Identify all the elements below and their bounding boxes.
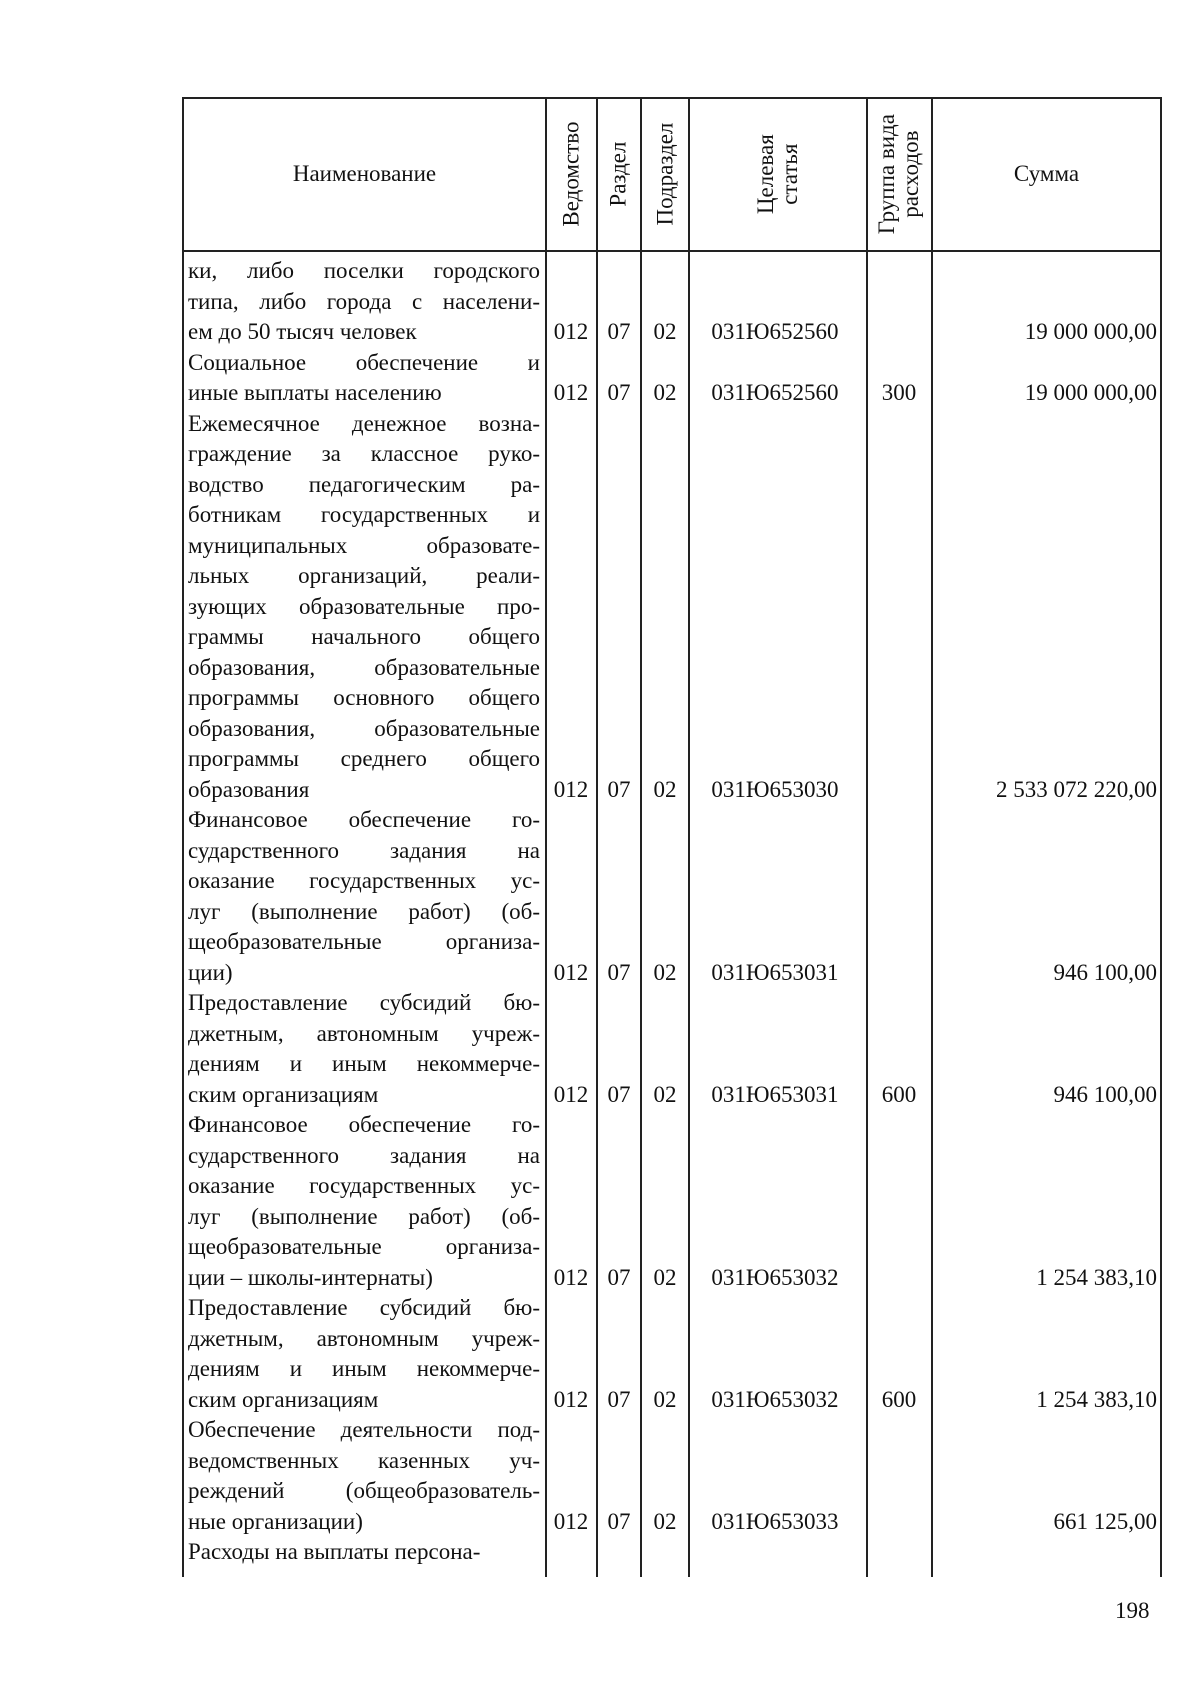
cell-name bbox=[188, 1537, 540, 1568]
cell-name-line: образования, образовательные bbox=[188, 715, 540, 741]
cell-name-line: оказание государственных ус- bbox=[188, 868, 540, 893]
cell-name-line: образования, образовательные bbox=[188, 654, 540, 680]
cell-name-line: ные организации) bbox=[188, 1508, 363, 1534]
cell-gruppa: 300 bbox=[881, 380, 917, 405]
cell-summa: 1 254 383,10 bbox=[1036, 1264, 1157, 1290]
cell-name-line: ки, либо поселки городского bbox=[188, 258, 540, 283]
cell-podrazdel: 02 bbox=[653, 1386, 677, 1412]
cell-name bbox=[188, 256, 540, 348]
cell-name-line: Предоставление субсидий бю- bbox=[188, 990, 540, 1015]
cell-celevaya: 031Ю653033 bbox=[711, 1508, 839, 1534]
cell-name-line: Финансовое обеспечение го- bbox=[188, 1112, 540, 1137]
cell-vedomstvo: 012 bbox=[553, 1264, 589, 1290]
cell-celevaya: 031Ю652560 bbox=[711, 380, 839, 405]
col-border-right bbox=[1160, 97, 1162, 1577]
cell-name-line: муниципальных образовате- bbox=[188, 532, 540, 558]
cell-name-line: Финансовое обеспечение го- bbox=[188, 807, 540, 832]
cell-name-line: граждение за классное руко- bbox=[188, 441, 540, 466]
cell-name-line: Ежемесячное денежное возна- bbox=[188, 410, 540, 436]
cell-summa: 19 000 000,00 bbox=[1024, 319, 1157, 344]
col-border-pod bbox=[640, 97, 642, 1577]
cell-name-line: граммы начального общего bbox=[188, 624, 540, 649]
header-podrazdel-label: Подраздел bbox=[651, 122, 677, 226]
col-border-left bbox=[182, 97, 184, 1577]
header-razdel bbox=[598, 99, 640, 249]
cell-summa: 2 533 072 220,00 bbox=[996, 776, 1157, 802]
cell-razdel: 07 bbox=[607, 1081, 631, 1107]
cell-name-line: дениям и иным некоммерче- bbox=[188, 1051, 540, 1076]
header-name-label: Наименование bbox=[292, 161, 437, 186]
cell-name-line: ем до 50 тысяч человек bbox=[188, 319, 417, 344]
cell-name-line: типа, либо города с населени- bbox=[188, 288, 540, 314]
header-celevaya-label bbox=[754, 134, 802, 214]
header-gruppa-line2: расходов bbox=[898, 130, 924, 218]
cell-razdel: 07 bbox=[607, 776, 631, 802]
cell-name bbox=[188, 1415, 540, 1537]
cell-name bbox=[188, 348, 540, 409]
header-summa bbox=[933, 99, 1160, 249]
cell-name bbox=[188, 409, 540, 806]
cell-name bbox=[188, 988, 540, 1110]
cell-celevaya: 031Ю653032 bbox=[711, 1264, 839, 1290]
cell-name-line: ции) bbox=[188, 959, 233, 985]
cell-celevaya: 031Ю653031 bbox=[711, 959, 839, 985]
cell-name-line: реждений (общеобразователь- bbox=[188, 1478, 540, 1503]
cell-summa: 946 100,00 bbox=[1053, 1081, 1157, 1107]
cell-vedomstvo: 012 bbox=[553, 959, 589, 985]
cell-name-line: оказание государственных ус- bbox=[188, 1173, 540, 1198]
cell-name-line: ским организациям bbox=[188, 1081, 379, 1107]
cell-name-line: ским организациям bbox=[188, 1386, 379, 1412]
header-podrazdel bbox=[642, 99, 688, 249]
cell-summa: 661 125,00 bbox=[1053, 1508, 1157, 1534]
cell-name-line: сударственного задания на bbox=[188, 837, 540, 863]
cell-name-line: иные выплаты населению bbox=[188, 380, 442, 405]
cell-name-line: водство педагогическим ра- bbox=[188, 471, 540, 497]
page-number: 198 bbox=[1115, 1598, 1150, 1623]
header-celevaya-line2: статья bbox=[776, 143, 802, 205]
header-name bbox=[184, 99, 545, 249]
header-gruppa bbox=[868, 99, 931, 249]
cell-name-line: щеобразовательные организа- bbox=[188, 1234, 540, 1259]
cell-name-line: ботникам государственных и bbox=[188, 502, 540, 527]
cell-razdel: 07 bbox=[607, 380, 631, 405]
cell-razdel: 07 bbox=[607, 1508, 631, 1534]
header-bottom-border bbox=[182, 250, 1162, 252]
cell-name-line: Расходы на выплаты персона- bbox=[188, 1539, 481, 1564]
cell-name-line: луг (выполнение работ) (об- bbox=[188, 898, 540, 924]
cell-name-line: зующих образовательные про- bbox=[188, 593, 540, 619]
cell-vedomstvo: 012 bbox=[553, 1508, 589, 1534]
cell-gruppa: 600 bbox=[881, 1081, 917, 1107]
header-gruppa-line1: Группа вида bbox=[874, 113, 900, 235]
cell-vedomstvo: 012 bbox=[553, 1081, 589, 1107]
cell-name-line: луг (выполнение работ) (об- bbox=[188, 1203, 540, 1229]
cell-razdel: 07 bbox=[607, 1264, 631, 1290]
cell-celevaya: 031Ю653031 bbox=[711, 1081, 839, 1107]
cell-name-line: Социальное обеспечение и bbox=[188, 349, 540, 375]
cell-name-line: сударственного задания на bbox=[188, 1142, 540, 1168]
cell-name bbox=[188, 805, 540, 988]
cell-name-line: Предоставление субсидий бю- bbox=[188, 1295, 540, 1320]
col-border-raz bbox=[596, 97, 598, 1577]
cell-celevaya: 031Ю653030 bbox=[711, 776, 839, 802]
col-border-grp bbox=[866, 97, 868, 1577]
cell-vedomstvo: 012 bbox=[553, 1386, 589, 1412]
cell-podrazdel: 02 bbox=[653, 380, 677, 405]
header-gruppa-label bbox=[875, 114, 923, 234]
cell-razdel: 07 bbox=[607, 959, 631, 985]
cell-vedomstvo: 012 bbox=[553, 319, 589, 344]
cell-name-line: льных организаций, реали- bbox=[188, 563, 540, 588]
col-border-ved bbox=[545, 97, 547, 1577]
cell-name-line: программы среднего общего bbox=[188, 746, 540, 771]
cell-razdel: 07 bbox=[607, 1386, 631, 1412]
cell-name-line: ведомственных казенных уч- bbox=[188, 1447, 540, 1473]
cell-name-line: джетным, автономным учреж- bbox=[188, 1325, 540, 1351]
cell-podrazdel: 02 bbox=[653, 319, 677, 344]
header-razdel-label: Раздел bbox=[605, 141, 631, 207]
cell-summa: 1 254 383,10 bbox=[1036, 1386, 1157, 1412]
cell-name-line: щеобразовательные организа- bbox=[188, 929, 540, 954]
cell-summa: 946 100,00 bbox=[1053, 959, 1157, 985]
cell-name-line: джетным, автономным учреж- bbox=[188, 1020, 540, 1046]
header-vedomstvo-label: Ведомство bbox=[558, 121, 584, 227]
cell-name bbox=[188, 1110, 540, 1293]
cell-name-line: Обеспечение деятельности под- bbox=[188, 1417, 540, 1442]
cell-podrazdel: 02 bbox=[653, 1081, 677, 1107]
header-vedomstvo bbox=[547, 99, 596, 249]
header-summa-label: Сумма bbox=[1013, 161, 1080, 186]
header-celevaya bbox=[690, 99, 866, 249]
cell-name-line: образования bbox=[188, 776, 310, 802]
cell-celevaya: 031Ю652560 bbox=[711, 319, 839, 344]
cell-name-line: дениям и иным некоммерче- bbox=[188, 1356, 540, 1381]
cell-summa: 19 000 000,00 bbox=[1024, 380, 1157, 405]
cell-podrazdel: 02 bbox=[653, 1508, 677, 1534]
header-celevaya-line1: Целевая bbox=[752, 134, 778, 214]
cell-name-line: программы основного общего bbox=[188, 685, 540, 710]
cell-razdel: 07 bbox=[607, 319, 631, 344]
cell-vedomstvo: 012 bbox=[553, 380, 589, 405]
cell-podrazdel: 02 bbox=[653, 1264, 677, 1290]
cell-name bbox=[188, 1293, 540, 1415]
col-border-sum bbox=[931, 97, 933, 1577]
cell-podrazdel: 02 bbox=[653, 776, 677, 802]
cell-vedomstvo: 012 bbox=[553, 776, 589, 802]
cell-celevaya: 031Ю653032 bbox=[711, 1386, 839, 1412]
cell-podrazdel: 02 bbox=[653, 959, 677, 985]
cell-name-line: ции – школы-интернаты) bbox=[188, 1264, 433, 1290]
cell-gruppa: 600 bbox=[881, 1386, 917, 1412]
